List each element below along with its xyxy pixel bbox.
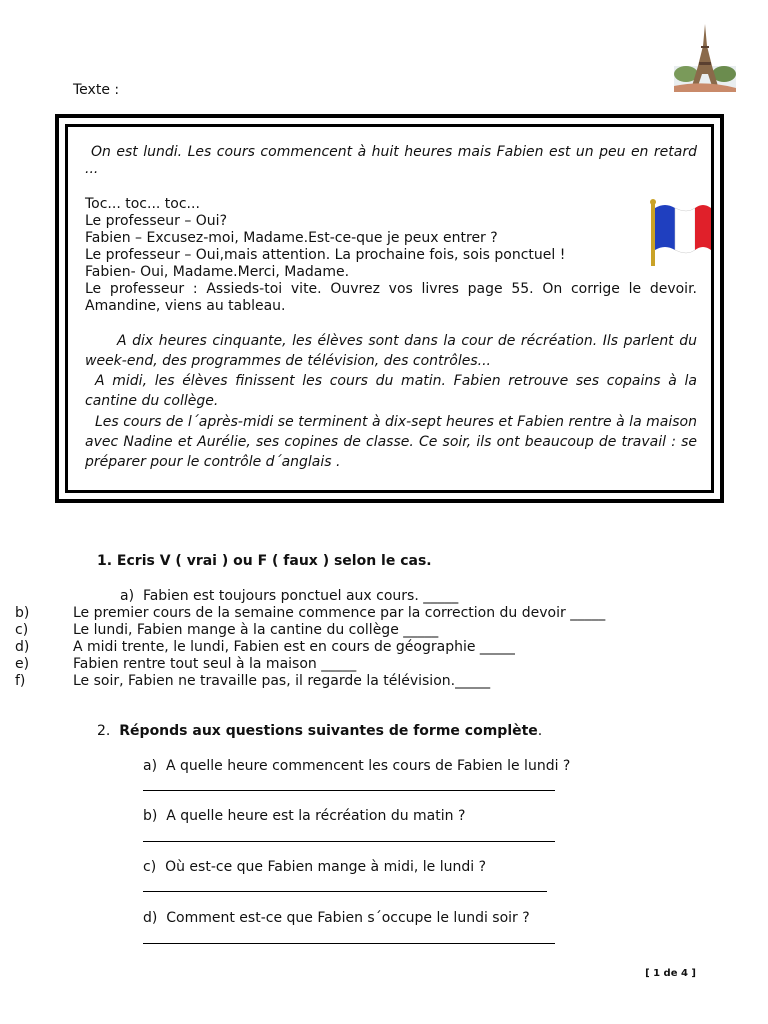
dialogue	[85, 196, 645, 281]
question-text: Où est-ce que Fabien mange à midi, le lundi ?	[165, 859, 487, 875]
question-text: A quelle heure est la récréation du matin ?	[166, 808, 466, 824]
exercise1-item	[15, 622, 28, 638]
answer-line[interactable]	[143, 891, 547, 892]
answer-line[interactable]	[143, 841, 555, 842]
question-text: Comment est-ce que Fabien s´occupe le lundi soir ?	[166, 910, 530, 926]
dialogue-line: Toc... toc... toc...	[85, 196, 200, 212]
answer-line[interactable]	[143, 943, 555, 944]
item-letter: b)	[15, 605, 30, 621]
item-letter: e)	[15, 656, 30, 672]
paragraph-recreation: A dix heures cinquante, les élèves sont dans la cour de récréation. Ils parlent du week-end, des programmes de télévision, des contrôles...	[85, 333, 697, 369]
question	[143, 859, 486, 875]
exercise2-title-text: Réponds aux questions suivantes de forme complète	[119, 723, 538, 739]
question	[143, 910, 530, 926]
exercise2-title	[97, 723, 542, 739]
item-letter: c)	[15, 622, 29, 638]
dialogue-line: Le professeur – Oui,mais attention. La prochaine fois, sois ponctuel !	[85, 247, 566, 263]
dialogue-line: Fabien – Excusez-moi, Madame.Est-ce-que je peux entrer ?	[85, 230, 498, 246]
question	[143, 808, 465, 824]
item-text: Le lundi, Fabien mange à la cantine du collège _____	[73, 622, 439, 638]
exercise2-suffix: .	[537, 723, 543, 739]
exercise1-item	[15, 656, 29, 672]
item-text: Le soir, Fabien ne travaille pas, il regarde la télévision._____	[73, 673, 491, 689]
eiffel-tower-illustration	[672, 22, 738, 96]
page-number: [ 1 de 4 ]	[645, 968, 696, 979]
item-text: Le premier cours de la semaine commence par la correction du devoir _____	[73, 605, 606, 621]
professeur-paragraph: Le professeur : Assieds-toi vite. Ouvrez vos livres page 55. On corrige le devoir. Amandine, viens au tableau.	[85, 281, 697, 314]
item-letter: d)	[15, 639, 30, 655]
texte-label: Texte :	[73, 82, 120, 98]
question	[143, 758, 570, 774]
question-letter: d)	[143, 910, 158, 926]
question-letter: c)	[143, 859, 157, 875]
question-letter: b)	[143, 808, 158, 824]
item-text: Fabien rentre tout seul à la maison _____	[73, 656, 357, 672]
exercise1-item	[15, 673, 25, 689]
question-letter: a)	[143, 758, 158, 774]
french-flag-illustration	[645, 198, 713, 268]
item-letter: a)	[120, 588, 135, 604]
question-text: A quelle heure commencent les cours de Fabien le lundi ?	[165, 758, 571, 774]
story-intro: On est lundi. Les cours commencent à huit heures mais Fabien est un peu en retard ...	[85, 144, 697, 177]
item-text: A midi trente, le lundi, Fabien est en cours de géographie _____	[73, 639, 515, 655]
exercise2-number: 2.	[97, 723, 111, 739]
exercise1-item	[120, 588, 458, 604]
dialogue-line: Fabien- Oui, Madame.Merci, Madame.	[85, 264, 350, 280]
exercise1-item	[15, 639, 29, 655]
dialogue-line: Le professeur – Oui?	[85, 213, 228, 229]
item-text: Fabien est toujours ponctuel aux cours. _____	[142, 588, 459, 604]
exercise1-title: 1. Ecris V ( vrai ) ou F ( faux ) selon le cas.	[97, 553, 432, 569]
exercise1-item	[15, 605, 29, 621]
answer-line[interactable]	[143, 790, 555, 791]
item-letter: f)	[15, 673, 26, 689]
paragraph-apres-midi: Les cours de l´après-midi se terminent à dix-sept heures et Fabien rentre à la maison avec Nadine et Aurélie, ses copines de classe. Ce soir, ils ont beaucoup de travail : se préparer pour le contrôle d´anglais .	[85, 414, 697, 470]
paragraph-midi: A midi, les élèves finissent les cours du matin. Fabien retrouve ses copains à la cantine du collège.	[85, 373, 697, 409]
